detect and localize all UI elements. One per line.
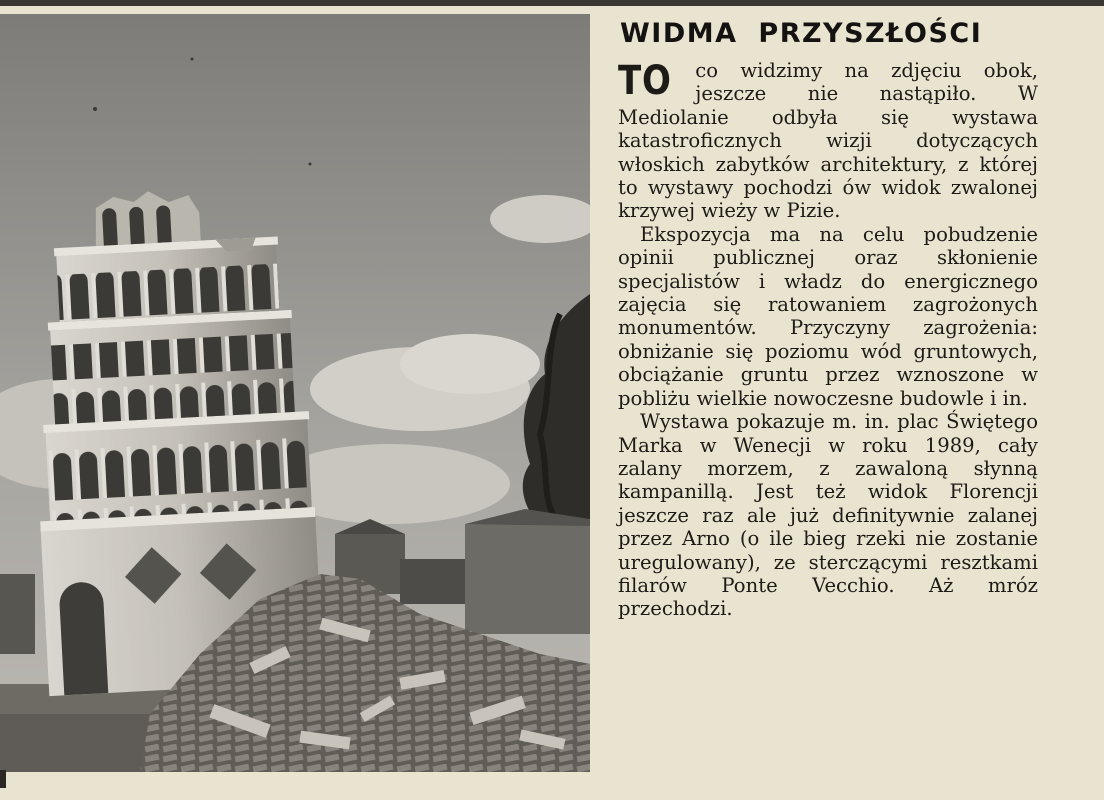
- paragraph-2: Ekspozycja ma na celu pobudzenie opinii publicznej oraz skłonienie specjalistów i władz do energicznego zajęcia się ratowaniem zagrożonych monumentów. Przyczyny zagrożenia: obniżanie się poziomu wód gruntowych, obciążanie gruntu przez wznoszone w pobliżu wielkie nowoczesne budowle i in.: [618, 222, 1038, 410]
- article-body: [618, 59, 1038, 621]
- page-edge-mark: [0, 770, 6, 788]
- paragraph-1: [618, 59, 1038, 223]
- dropcap: TO: [618, 58, 672, 104]
- article: [618, 18, 1038, 621]
- headline: WIDMA PRZYSZŁOŚCI: [620, 18, 983, 49]
- paragraph-1-text: co widzimy na zdjęciu obok, jeszcze nie nastąpiło. W Mediolanie odbyła się wystawa katastroficznych wizji dotyczących włoskich zabytków architektury, z której to wystawy pochodzi ów widok zwalonej krzywej wieży w Pizie.: [618, 59, 1038, 223]
- top-rule: [0, 0, 1104, 6]
- photo-collapsed-tower: [0, 14, 590, 772]
- paragraph-3: Wystawa pokazuje m. in. plac Świętego Marka w Wenecji w roku 1989, cały zalany morzem, z zawaloną słynną kampanillą. Jest też widok Florencji jeszcze raz ale już definitywnie zalanej przez Arno (o ile bieg rzeki nie zostanie uregulowany), ze sterczącymi resztkami filarów Ponte Vecchio. Aż mróz przechodzi.: [618, 410, 1038, 621]
